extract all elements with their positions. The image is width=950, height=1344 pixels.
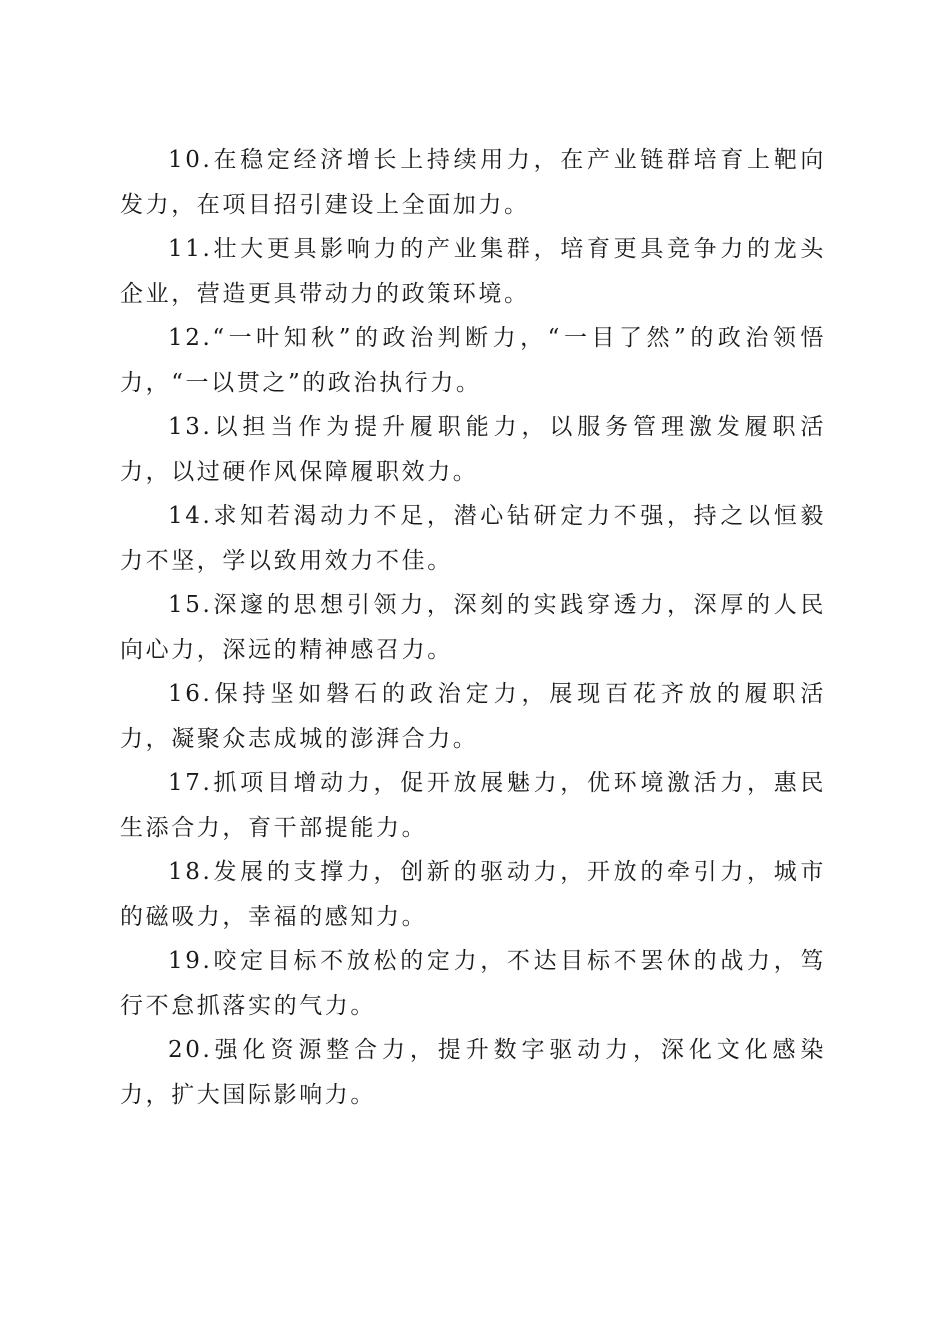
paragraph-12: 12.“一叶知秋”的政治判断力，“一目了然”的政治领悟力，“一以贯之”的政治执行力。	[120, 325, 826, 396]
paragraph-11: 11.壮大更具影响力的产业集群，培育更具竞争力的龙头企业，营造更具带动力的政策环境。	[120, 236, 826, 307]
document-body	[120, 138, 826, 1117]
paragraph-13: 13.以担当作为提升履职能力，以服务管理激发履职活力，以过硬作风保障履职效力。	[120, 414, 826, 485]
paragraph-19: 19.咬定目标不放松的定力，不达目标不罢休的战力，笃行不怠抓落实的气力。	[120, 948, 826, 1019]
paragraph-14: 14.求知若渴动力不足，潜心钻研定力不强，持之以恒毅力不坚，学以致用效力不佳。	[120, 503, 826, 574]
paragraph-10: 10.在稳定经济增长上持续用力，在产业链群培育上靶向发力，在项目招引建设上全面加力。	[120, 147, 826, 218]
paragraph-16: 16.保持坚如磐石的政治定力，展现百花齐放的履职活力，凝聚众志成城的澎湃合力。	[120, 681, 826, 752]
paragraph-17: 17.抓项目增动力，促开放展魅力，优环境激活力，惠民生添合力，育干部提能力。	[120, 770, 826, 841]
paragraph-18: 18.发展的支撑力，创新的驱动力，开放的牵引力，城市的磁吸力，幸福的感知力。	[120, 859, 826, 930]
paragraph-20: 20.强化资源整合力，提升数字驱动力，深化文化感染力，扩大国际影响力。	[120, 1037, 826, 1108]
paragraph-15: 15.深邃的思想引领力，深刻的实践穿透力，深厚的人民向心力，深远的精神感召力。	[120, 592, 826, 663]
